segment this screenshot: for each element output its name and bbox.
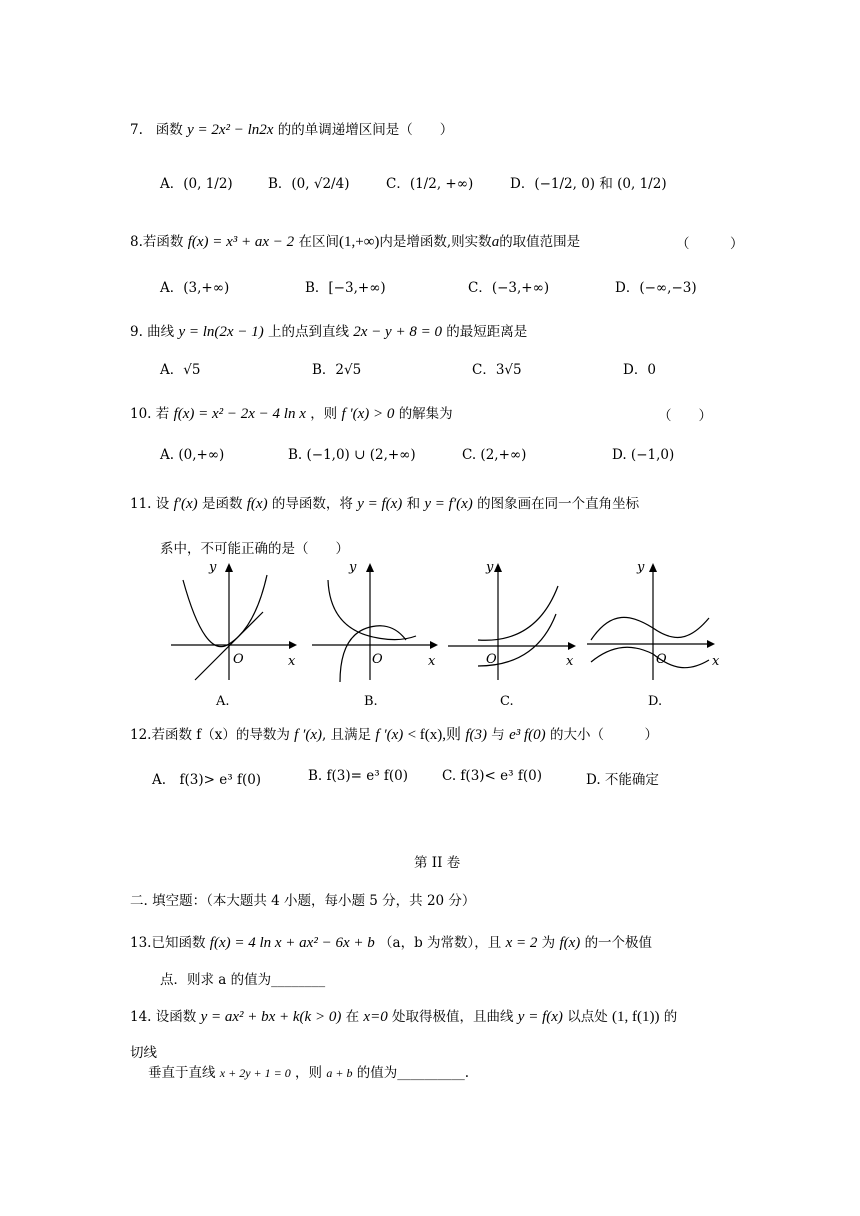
- q13-line2: 点．则求 a 的值为________: [160, 972, 326, 988]
- q14-line3-pre: 垂直于直线: [148, 1065, 216, 1081]
- q13-function: f(x) = 4 ln x + ax² − 6x + b: [209, 935, 375, 951]
- q12-option-a: A. f(3)> e³ f(0): [152, 772, 262, 788]
- q11-graph-c: [446, 560, 586, 685]
- q11-b-origin: O: [372, 652, 383, 667]
- q10-stem-mid: ，则: [310, 406, 338, 422]
- q12-f3: f(3): [465, 727, 487, 743]
- q9-stem-pre: 9. 曲线: [130, 324, 175, 340]
- q12-option-c: C. f(3)< e³ f(0): [442, 768, 542, 784]
- q11-pre: 11. 设: [130, 496, 170, 512]
- q11-a-y-label: y: [209, 560, 217, 575]
- q8-paren: （ ）: [676, 236, 744, 252]
- q7-stem-post: 的的单调递增区间是（ ）: [277, 122, 454, 138]
- q9-option-b: B．2√5: [312, 362, 362, 378]
- q10-option-a: A. (0,+∞): [160, 447, 225, 463]
- q9-stem-post: 的最短距离是: [446, 324, 528, 340]
- q14-function: y = ax² + bx + k(k > 0): [200, 1009, 342, 1025]
- q13-fx: f(x): [559, 935, 581, 951]
- q8-option-c: C．(−3,+∞): [468, 280, 550, 296]
- q11-fx: f(x): [246, 496, 268, 512]
- q12-and: 与: [491, 727, 505, 743]
- q11-b-y-label: y: [349, 560, 357, 575]
- q13-line1: [130, 931, 652, 952]
- q14-curve: y = f(x): [517, 1009, 563, 1025]
- q12-post: 的大小（ ）: [549, 727, 658, 743]
- q11-label-b: B.: [364, 694, 378, 709]
- q14-mid3: 以点处: [567, 1009, 608, 1025]
- q14-line3-mid: ，则: [295, 1065, 323, 1081]
- q12-stem: [130, 723, 658, 744]
- q7-option-a: A．(0, 1/2): [160, 176, 233, 192]
- q8-interval: (1,+∞): [338, 234, 380, 250]
- q11-d-origin: O: [656, 652, 667, 667]
- q9-option-a: A．√5: [160, 362, 201, 378]
- part2-heading: 二. 填空题：（本大题共 4 小题，每小题 5 分，共 20 分）: [130, 893, 476, 909]
- q14-end: 的: [663, 1009, 678, 1025]
- q13-mid: （a，b 为常数），且: [379, 935, 502, 951]
- q11-label-c: C.: [500, 694, 514, 709]
- q11-stem-line1: [130, 492, 639, 513]
- q10-paren: （ ）: [658, 408, 712, 424]
- q9-stem: [130, 320, 527, 341]
- q11-h: 的图象画在同一个直角坐标: [477, 496, 640, 512]
- q9-option-c: C．3√5: [472, 362, 522, 378]
- q14-point: (1, f(1)): [612, 1009, 660, 1025]
- q10-option-c: C. (2,+∞): [462, 447, 527, 463]
- q12-d: < f(x),则: [407, 727, 462, 743]
- q11-c-y-label: y: [486, 560, 494, 575]
- q8-stem-mid2: 内是增函数,则实数: [379, 234, 492, 250]
- q8-stem-pre: 8.若函数: [130, 234, 184, 250]
- q11-c-origin: O: [486, 652, 497, 667]
- q11-b-x-label: x: [428, 654, 436, 669]
- q11-label-a: A.: [216, 694, 230, 709]
- q14-mid: 在: [345, 1009, 360, 1025]
- q7-stem: [130, 118, 453, 139]
- q10-option-b: B. (−1,0) ∪ (2,+∞): [288, 447, 416, 463]
- q9-option-d: D．0: [623, 362, 656, 378]
- q14-line3-line: x + 2y + 1 = 0: [219, 1066, 291, 1080]
- q7-function: y = 2x² − ln2x: [187, 122, 274, 138]
- q8-stem-post: 的取值范围是: [499, 234, 581, 250]
- q9-line: 2x − y + 8 = 0: [353, 324, 442, 340]
- q11-stem-line2: 系中，不可能正确的是（ ）: [160, 541, 349, 557]
- section-title: 第 II 卷: [414, 855, 461, 871]
- q13-pre: 13.已知函数: [130, 935, 206, 951]
- q12-option-d: D. 不能确定: [586, 772, 659, 788]
- q11-and: 和: [406, 496, 421, 512]
- q10-stem-post: 的解集为: [398, 406, 453, 422]
- q10-stem-pre: 10. 若: [130, 406, 170, 422]
- q14-line3-ab: a + b: [326, 1066, 353, 1080]
- q12-e3f0: e³ f(0): [509, 727, 546, 743]
- q8-option-a: A．(3,+∞): [160, 280, 230, 296]
- q11-fprime: f′(x): [173, 496, 198, 512]
- q9-stem-mid: 上的点到直线: [267, 324, 349, 340]
- q11-c-x-label: x: [566, 654, 574, 669]
- q10-inequality: f '(x) > 0: [341, 406, 395, 422]
- q11-b: 是函数: [201, 496, 243, 512]
- q12-b: , 且满足: [322, 727, 372, 743]
- q13-end: 的一个极值: [584, 935, 653, 951]
- q14-line2: 切线: [130, 1045, 157, 1061]
- q7-option-b: B．(0, √2/4): [268, 176, 350, 192]
- q7-number: 7.: [130, 122, 143, 138]
- q8-stem: [130, 230, 580, 251]
- q7-option-d: D．(−1/2, 0) 和 (0, 1/2): [510, 176, 667, 192]
- q9-function: y = ln(2x − 1): [178, 324, 264, 340]
- q10-stem: [130, 402, 453, 423]
- q8-stem-mid: 在区间: [298, 234, 339, 250]
- q11-a-x-label: x: [288, 654, 296, 669]
- q14-line3-post: 的值为__________.: [356, 1065, 470, 1081]
- q11-a-origin: O: [233, 652, 244, 667]
- q11-y-fx: y = f(x): [357, 496, 403, 512]
- q13-post: 为: [541, 935, 556, 951]
- q11-label-d: D.: [648, 694, 663, 709]
- q11-graph-d: [585, 560, 725, 685]
- q7-stem-pre: 函数: [155, 122, 183, 138]
- q7-option-c: C．(1/2, +∞): [386, 176, 474, 192]
- q8-option-b: B．[−3,+∞): [305, 280, 386, 296]
- q14-pre: 14. 设函数: [130, 1009, 197, 1025]
- q14-line1: [130, 1005, 677, 1026]
- q8-var: a: [491, 234, 500, 250]
- q14-line3: [148, 1061, 469, 1081]
- q14-x0: x=0: [363, 1009, 388, 1025]
- q11-d: 的导函数，将: [271, 496, 353, 512]
- q13-eq: x = 2: [505, 935, 538, 951]
- q8-function: f(x) = x³ + ax − 2: [187, 234, 295, 250]
- q12-fprime-2: f ′(x): [375, 727, 404, 743]
- q14-mid2: 处取得极值，且曲线: [392, 1009, 514, 1025]
- q12-option-b: B. f(3)= e³ f(0): [308, 768, 409, 784]
- q8-option-d: D．(−∞,−3): [615, 280, 697, 296]
- q11-y-fprime: y = f′(x): [424, 496, 473, 512]
- q12-pre: 12.若函数 f（x）的导数为: [130, 727, 290, 743]
- q12-fprime-1: f ′(x): [294, 727, 323, 743]
- q10-function: f(x) = x² − 2x − 4 ln x: [173, 406, 306, 422]
- q10-option-d: D. (−1,0): [612, 447, 675, 463]
- q11-d-y-label: y: [637, 560, 645, 575]
- q11-d-x-label: x: [712, 654, 720, 669]
